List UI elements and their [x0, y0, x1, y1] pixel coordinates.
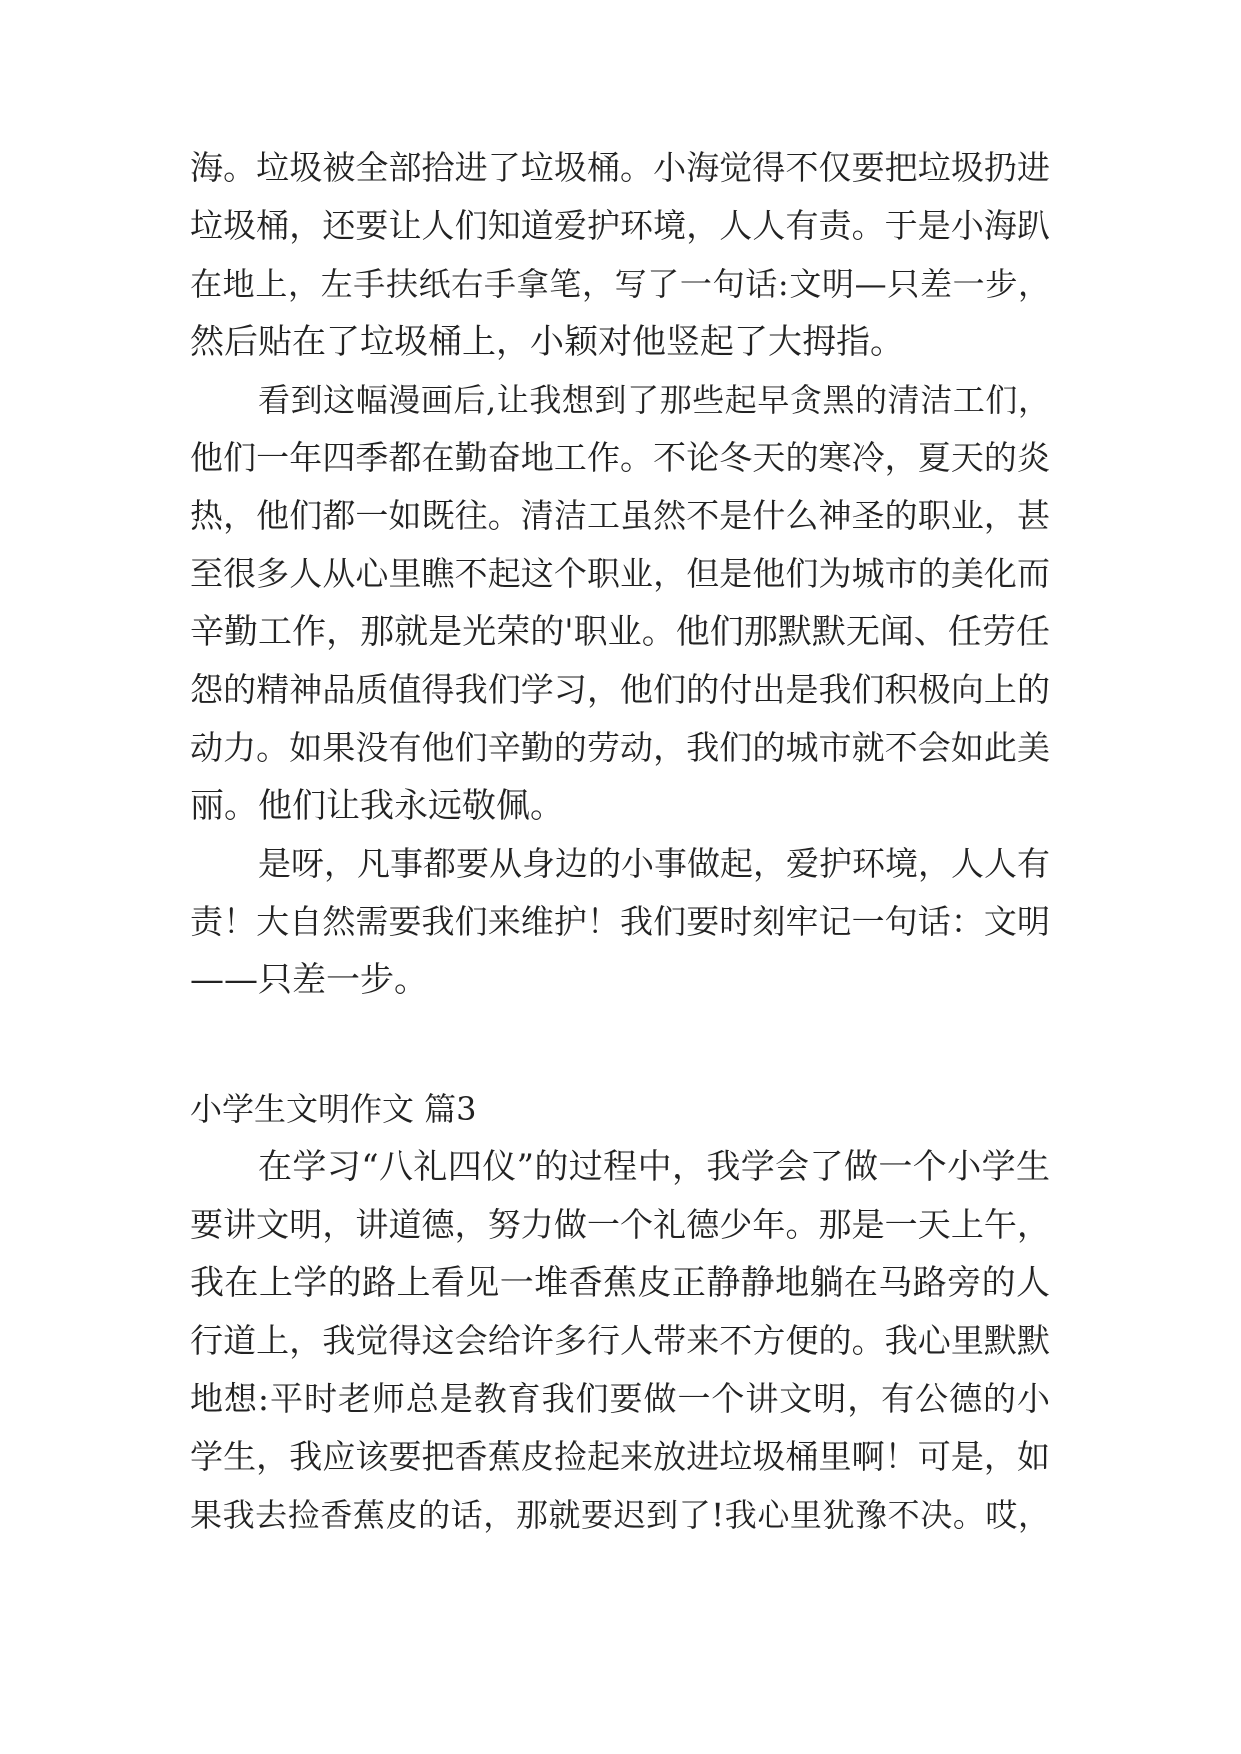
text-line: 要讲文明，讲道德，努力做一个礼德少年。那是一天上午，	[190, 1205, 1050, 1244]
text-line: 学生，我应该要把香蕉皮捡起来放进垃圾桶里啊！可是，如	[190, 1437, 1050, 1476]
section-heading: 小学生文明作文 篇3	[190, 1090, 477, 1128]
text-line: 垃圾桶，还要让人们知道爱护环境，人人有责。于是小海趴	[190, 206, 1050, 245]
text-line: 至很多人从心里瞧不起这个职业，但是他们为城市的美化而	[190, 554, 1050, 593]
text-line: 地想:平时老师总是教育我们要做一个讲文明，有公德的小	[190, 1379, 1050, 1418]
text-line: 辛勤工作，那就是光荣的'职业。他们那默默无闻、任劳任	[190, 612, 1050, 652]
text-line: 然后贴在了垃圾桶上，小颖对他竖起了大拇指。	[190, 322, 904, 362]
text-line: 怨的精神品质值得我们学习，他们的付出是我们积极向上的	[190, 670, 1050, 709]
text-line: 果我去捡香蕉皮的话，那就要迟到了!我心里犹豫不决。哎，	[190, 1496, 1050, 1534]
text-line: 责！大自然需要我们来维护！我们要时刻牢记一句话：文明	[190, 902, 1050, 941]
text-line: 动力。如果没有他们辛勤的劳动，我们的城市就不会如此美	[190, 728, 1050, 767]
text-line: 行道上，我觉得这会给许多行人带来不方便的。我心里默默	[190, 1321, 1050, 1360]
text-line: 是呀，凡事都要从身边的小事做起，爱护环境，人人有	[258, 844, 1050, 883]
text-line: 看到这幅漫画后,让我想到了那些起早贪黑的清洁工们，	[258, 381, 1050, 419]
text-line: 热，他们都一如既往。清洁工虽然不是什么神圣的职业，甚	[190, 496, 1050, 535]
text-line: 在地上，左手扶纸右手拿笔，写了一句话:文明—只差一步，	[190, 265, 1050, 303]
text-line: 他们一年四季都在勤奋地工作。不论冬天的寒冷，夏天的炎	[190, 438, 1050, 477]
text-line: 在学习“八礼四仪”的过程中，我学会了做一个小学生	[258, 1147, 1050, 1187]
text-line: 海。垃圾被全部拾进了垃圾桶。小海觉得不仅要把垃圾扔进	[190, 148, 1050, 187]
text-line: 丽。他们让我永远敬佩。	[190, 786, 564, 826]
text-line: 我在上学的路上看见一堆香蕉皮正静静地躺在马路旁的人	[190, 1263, 1050, 1303]
text-line: ——只差一步。	[190, 960, 428, 1000]
